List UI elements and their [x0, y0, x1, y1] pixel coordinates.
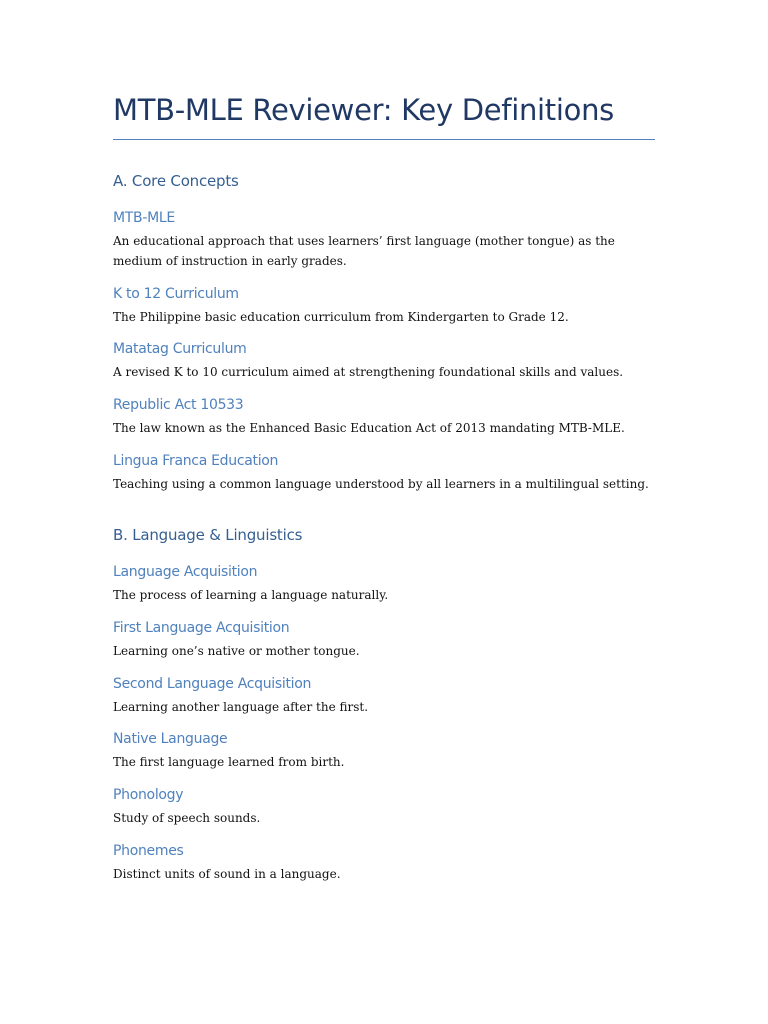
- term-k-to-12-curriculum: K to 12 Curriculum: [113, 286, 239, 302]
- definition-mtb-mle: An educational approach that uses learners’ first language (mother tongue) as the medium of instruction in early grades.: [113, 234, 615, 268]
- term-language-acquisition: Language Acquisition: [113, 564, 258, 580]
- definition-lingua-franca-education: Teaching using a common language understood by all learners in a multilingual setting.: [113, 477, 649, 491]
- term-republic-act-10533: Republic Act 10533: [113, 397, 244, 413]
- definition-second-language-acquisition: Learning another language after the first.: [113, 700, 369, 714]
- definition-matatag-curriculum: A revised K to 10 curriculum aimed at strengthening foundational skills and values.: [113, 365, 624, 379]
- term-first-language-acquisition: First Language Acquisition: [113, 620, 290, 636]
- definition-native-language: The first language learned from birth.: [113, 755, 345, 769]
- term-mtb-mle: MTB-MLE: [113, 210, 175, 226]
- definition-language-acquisition: The process of learning a language naturally.: [113, 588, 389, 602]
- definition-first-language-acquisition: Learning one’s native or mother tongue.: [113, 644, 360, 658]
- term-phonology: Phonology: [113, 787, 184, 803]
- term-matatag-curriculum: Matatag Curriculum: [113, 341, 247, 357]
- definition-k-to-12-curriculum: The Philippine basic education curriculum from Kindergarten to Grade 12.: [113, 310, 569, 324]
- definition-republic-act-10533: The law known as the Enhanced Basic Education Act of 2013 mandating MTB-MLE.: [113, 421, 625, 435]
- term-phonemes: Phonemes: [113, 843, 184, 859]
- section-heading-language-linguistics: B. Language & Linguistics: [113, 526, 303, 544]
- term-native-language: Native Language: [113, 731, 228, 747]
- section-heading-core-concepts: A. Core Concepts: [113, 172, 239, 190]
- document-title: MTB-MLE Reviewer: Key Definitions: [113, 93, 614, 127]
- term-lingua-franca-education: Lingua Franca Education: [113, 453, 279, 469]
- definition-phonemes: Distinct units of sound in a language.: [113, 867, 341, 881]
- term-second-language-acquisition: Second Language Acquisition: [113, 676, 312, 692]
- definition-phonology: Study of speech sounds.: [113, 811, 261, 825]
- title-divider: [113, 139, 655, 140]
